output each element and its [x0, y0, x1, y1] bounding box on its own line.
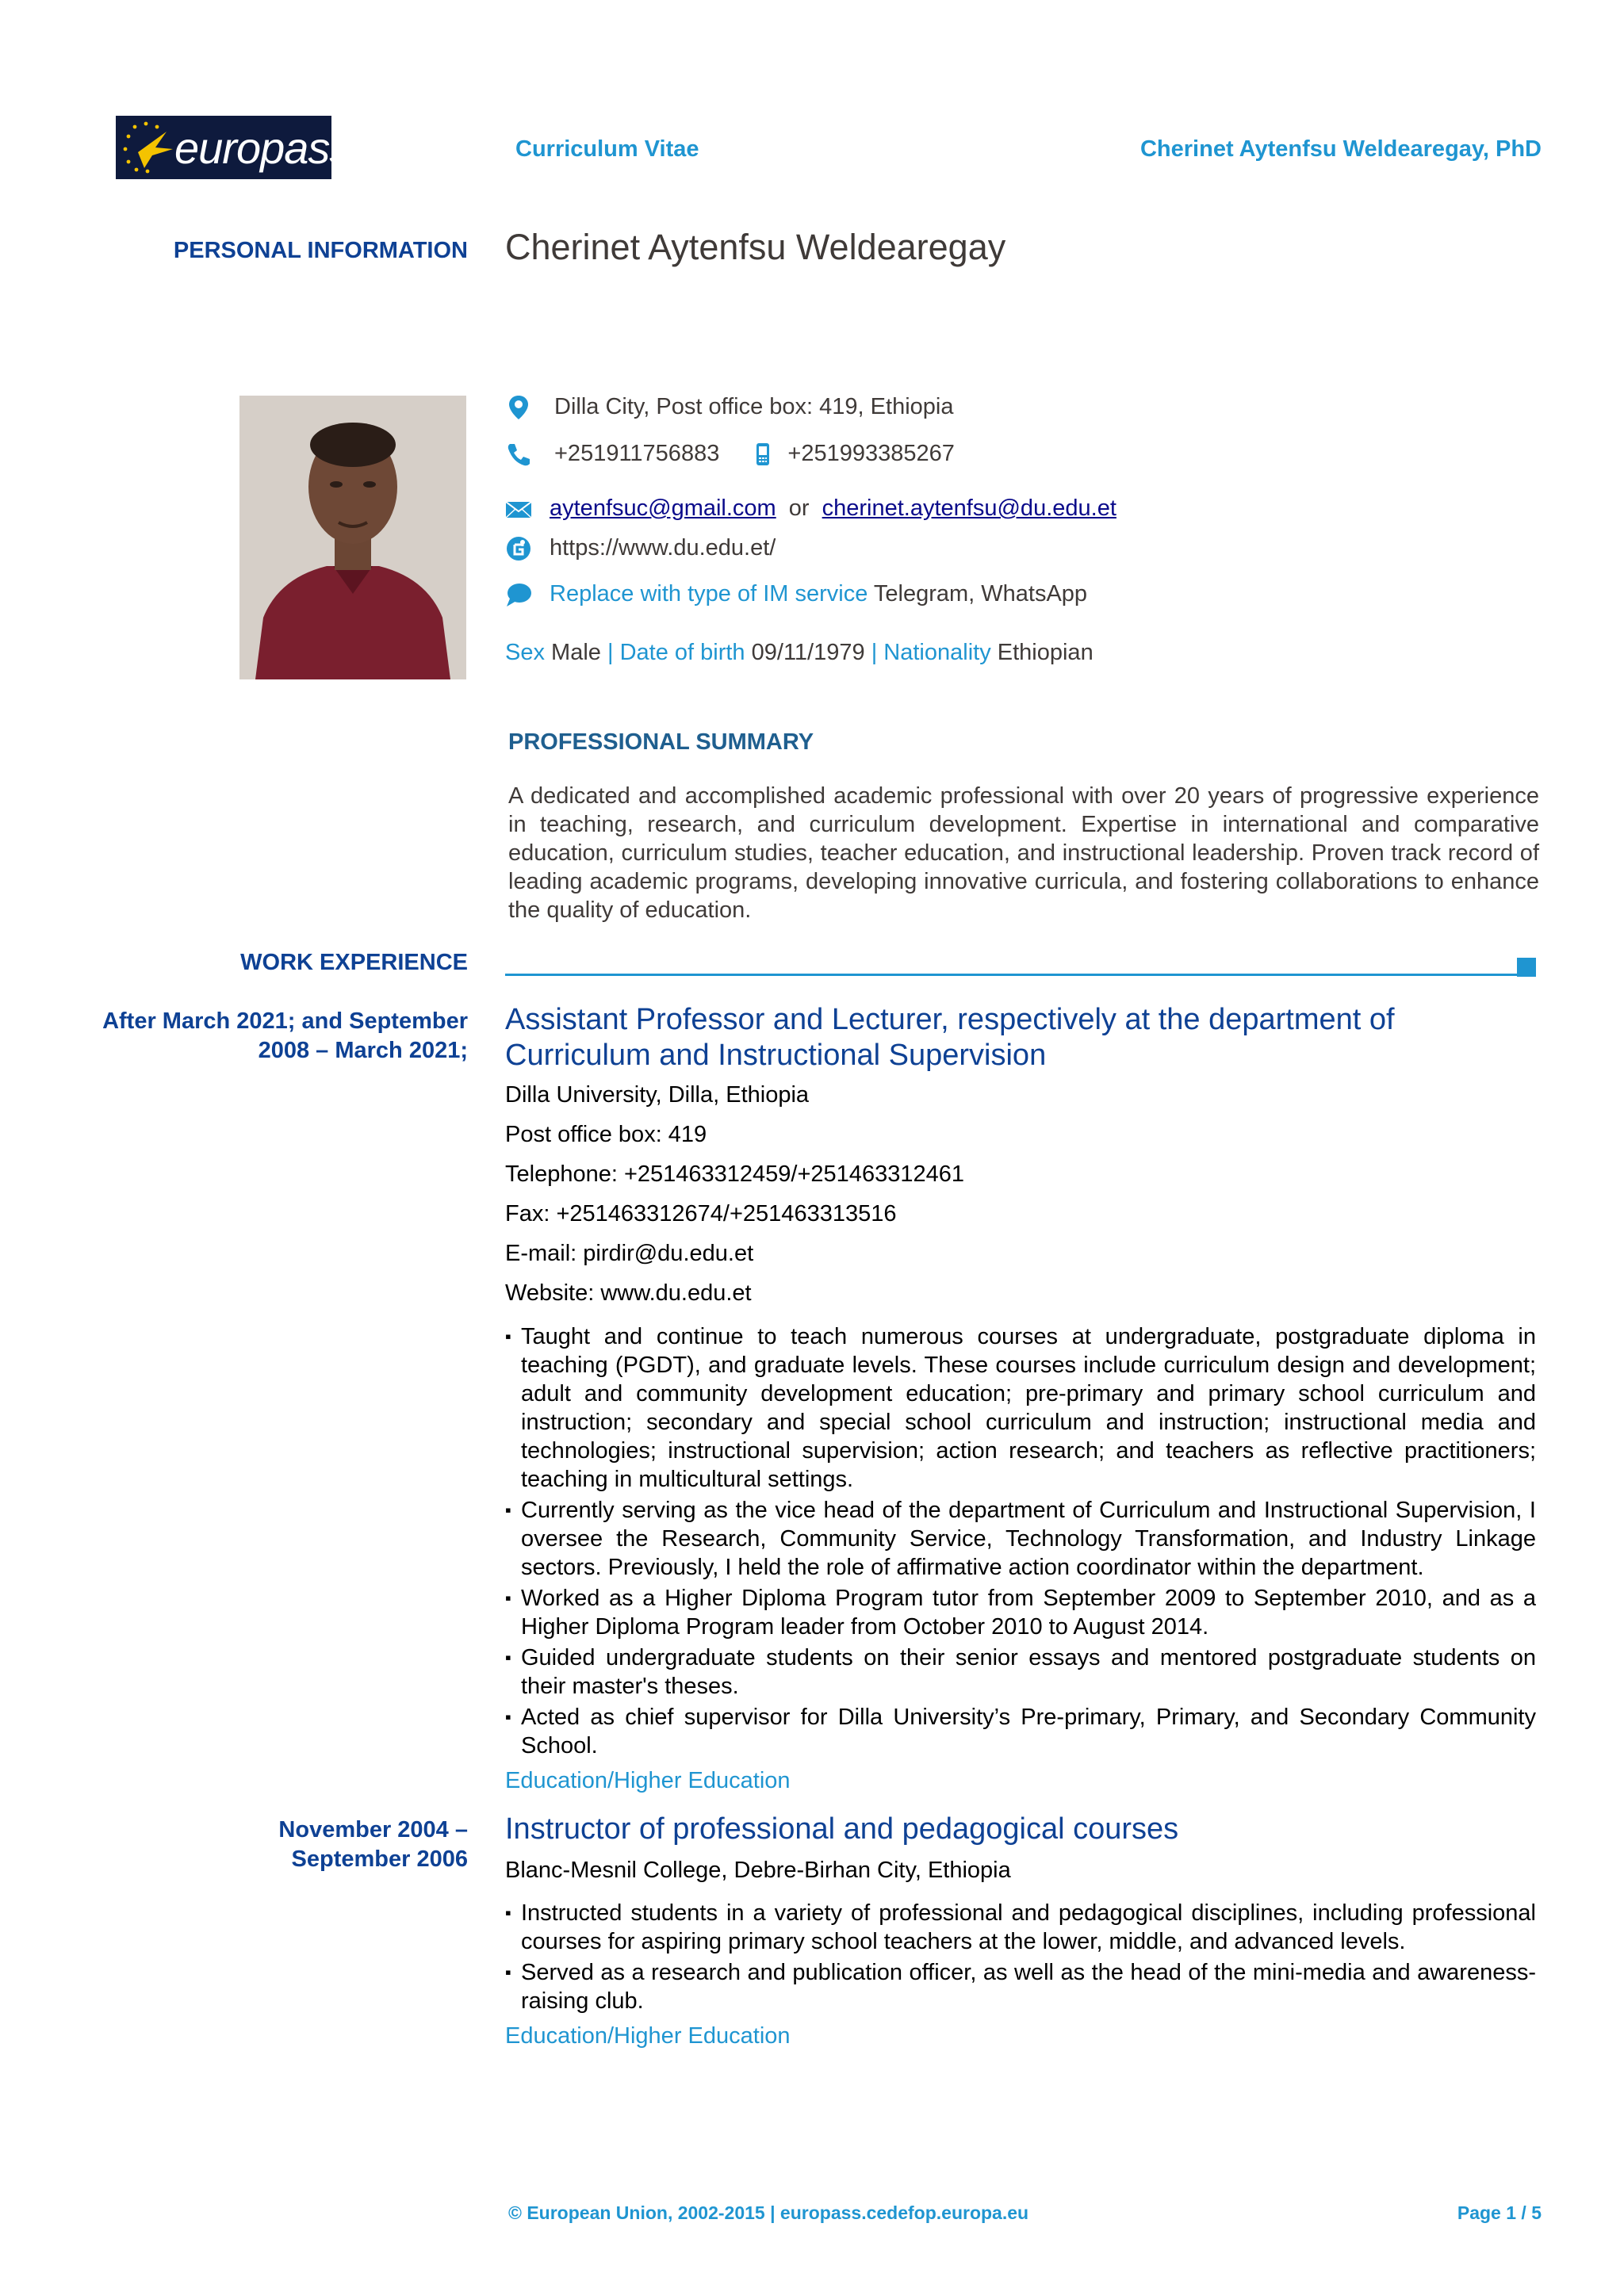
job-title: Assistant Professor and Lecturer, respectively at the department of Curriculum and Instructional Supervision — [505, 1003, 1395, 1072]
employer-telephone: Telephone: +251463312459/+251463312461 — [505, 1161, 964, 1187]
separator: | — [607, 640, 614, 665]
job-duties-list — [505, 1899, 1536, 2018]
list-item: ▪ Currently serving as the vice head of the department of Curriculum and Instructional Supervision, I oversee the Research, Community Service, Technology Transformation, and Industry Linkage sectors. Previously, I held the role of affirmative action coordinator within the department. — [505, 1496, 1536, 1582]
list-item: ▪ Served as a research and publication officer, as well as the head of the mini-media and awareness-raising club. — [505, 1958, 1536, 2015]
phone-number[interactable]: +251911756883 — [554, 441, 720, 466]
nationality-value: Ethiopian — [997, 640, 1094, 665]
employer-name: Dilla University, Dilla, Ethiopia — [505, 1082, 810, 1108]
location-icon — [505, 394, 532, 421]
portrait-image — [239, 396, 466, 679]
address-text: Dilla City, Post office box: 419, Ethiopia — [554, 394, 954, 419]
list-item: ▪ Instructed students in a variety of professional and pedagogical disciplines, including professional courses for aspiring primary school teachers at the lower, middle, and advanced levels. — [505, 1899, 1536, 1956]
logo-text: europass — [174, 123, 351, 173]
job-title: Instructor of professional and pedagogical courses — [505, 1812, 1179, 1846]
personal-details-row — [505, 640, 1094, 666]
im-value: Telegram, WhatsApp — [873, 581, 1088, 607]
im-row — [505, 581, 1087, 608]
separator: | — [871, 640, 878, 665]
phone-row — [505, 441, 955, 468]
footer-copyright: © European Union, 2002-2015 | europass.cedefop.europa.eu — [508, 2202, 1029, 2223]
email-or: or — [788, 496, 810, 521]
profile-photo — [239, 396, 466, 679]
list-item: ▪ Worked as a Higher Diploma Program tutor from September 2009 to September 2010, and as a Higher Diploma Program leader from October 2010 to August 2014. — [505, 1584, 1536, 1641]
dob-value: 09/11/1979 — [751, 640, 865, 665]
im-label: Replace with type of IM service — [550, 581, 868, 607]
page-number: Page 1 / 5 — [1457, 2202, 1542, 2223]
list-item: ▪ Guided undergraduate students on their senior essays and mentored postgraduate students on their master's theses. — [505, 1644, 1536, 1701]
job-sector: Education/Higher Education — [505, 2023, 791, 2049]
sex-value: Male — [551, 640, 601, 665]
job-dates: November 2004 – September 2006 — [278, 1817, 468, 1872]
email-primary-link[interactable]: aytenfsuc@gmail.com — [550, 496, 776, 521]
document-title: Curriculum Vitae — [515, 136, 699, 162]
employer-name: Blanc-Mesnil College, Debre-Birhan City, Ethiopia — [505, 1858, 1011, 1883]
nationality-label: Nationality — [883, 640, 991, 665]
website-icon — [505, 535, 532, 562]
summary-title: PROFESSIONAL SUMMARY — [508, 729, 814, 755]
website-row — [505, 535, 776, 562]
employer-website: Website: www.du.edu.et — [505, 1280, 752, 1306]
list-item: ▪ Acted as chief supervisor for Dilla University’s Pre-primary, Primary, and Secondary Community School. — [505, 1703, 1536, 1760]
phone-icon — [505, 441, 532, 468]
website-link[interactable]: https://www.du.edu.et/ — [550, 535, 776, 561]
full-name: Cherinet Aytenfsu Weldearegay — [505, 227, 1006, 267]
job-dates: After March 2021; and September 2008 – March 2021; — [102, 1008, 468, 1063]
sex-label: Sex — [505, 640, 545, 665]
address-row — [505, 394, 953, 421]
job-duties-list — [505, 1322, 1536, 1762]
summary-text: A dedicated and accomplished academic professional with over 20 years of progressive experience in teaching, research, and curriculum development. Expertise in international and comparative education, curriculum studies, teacher education, and instructional leadership. Proven track record of leading academic programs, developing innovative curricula, and fostering collaborations to enhance the quality of education. — [508, 783, 1539, 923]
email-row — [505, 496, 1116, 522]
mobile-icon — [749, 441, 776, 468]
employer-email: E-mail: pirdir@du.edu.et — [505, 1241, 754, 1266]
email-secondary-link[interactable]: cherinet.aytenfsu@du.edu.et — [822, 496, 1116, 521]
employer-pobox: Post office box: 419 — [505, 1122, 707, 1147]
section-divider — [505, 974, 1517, 976]
mobile-number[interactable]: +251993385267 — [787, 441, 955, 466]
personal-info-label: PERSONAL INFORMATION — [173, 238, 468, 263]
header-name: Cherinet Aytenfsu Weldearegay, PhD — [1139, 136, 1542, 162]
stars-figure-icon — [121, 121, 176, 174]
europass-logo — [116, 116, 351, 179]
dob-label: Date of birth — [619, 640, 745, 665]
job-sector: Education/Higher Education — [505, 1768, 791, 1793]
work-experience-label: WORK EXPERIENCE — [240, 950, 468, 975]
employer-fax: Fax: +251463312674/+251463313516 — [505, 1201, 897, 1226]
email-icon — [505, 496, 532, 522]
chat-icon — [505, 581, 532, 608]
list-item: ▪ Taught and continue to teach numerous courses at undergraduate, postgraduate diploma in teaching (PGDT), and graduate levels. These courses include curriculum design and development; adult and community development education; pre-primary and primary school curriculum and instruction; secondary and special school curriculum and instruction; instructional media and technologies; instructional supervision; action research; and teachers as reflective practitioners; teaching in multicultural settings. — [505, 1322, 1536, 1494]
section-divider-square — [1517, 958, 1536, 977]
